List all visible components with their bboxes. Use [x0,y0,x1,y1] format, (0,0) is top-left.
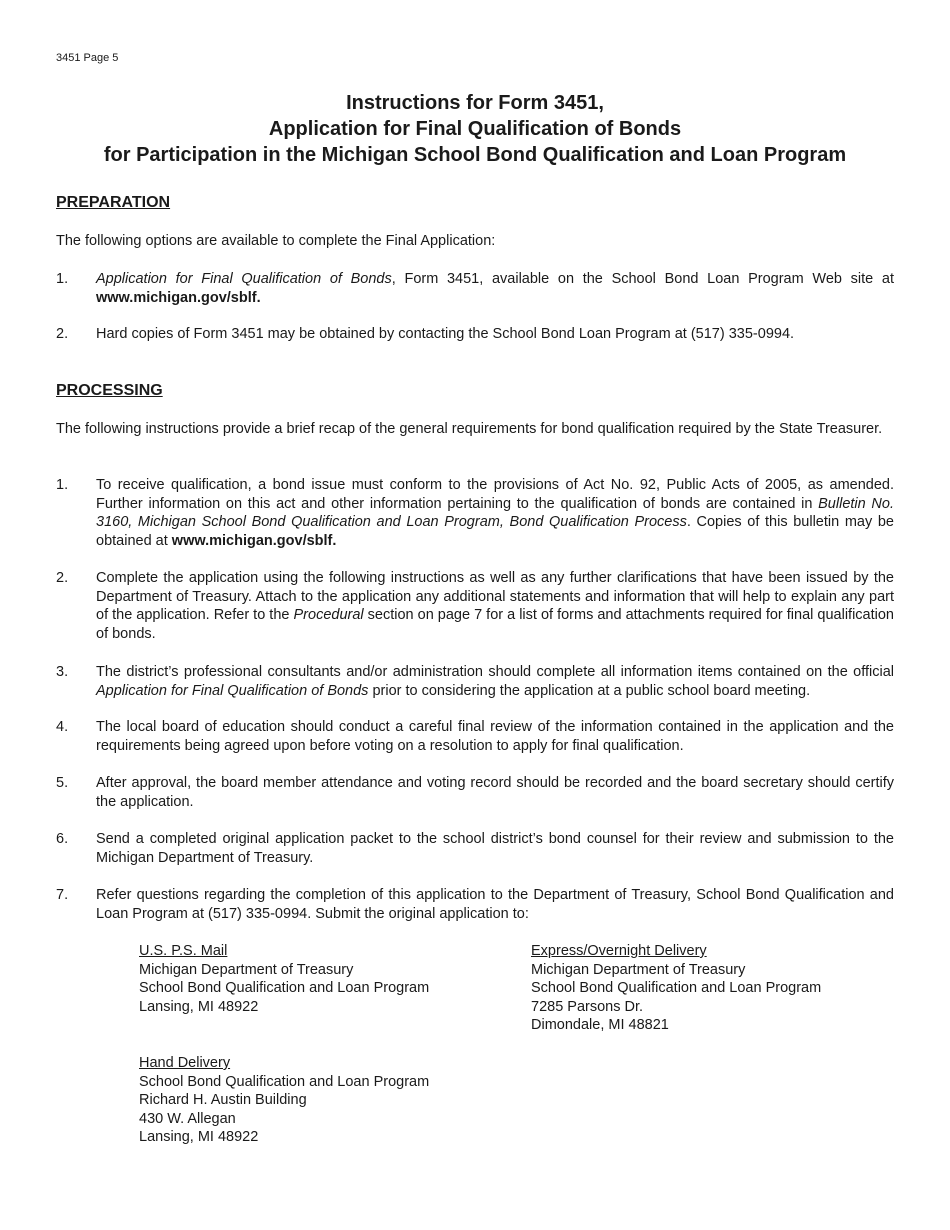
processing-item-6 [56,830,894,867]
address-usps [139,942,429,1016]
address-heading: U.S. P.S. Mail [139,943,228,959]
item-text: Complete the application using the following instructions as well as any further clarifications that have been issued by the Department of Treasury. Attach to the application any additional statements and information that will help to explain any part of the application. Refer to the Procedural section on page 7 for a list of forms and attachments required for final qualification of bonds. [96,570,894,643]
item-number: 3. [56,664,69,680]
page-label: 3451 Page 5 [56,52,119,64]
title-line-3: for Participation in the Michigan School Bond Qualification and Loan Program [103,144,847,166]
item-text: Application for Final Qualification of Bonds, Form 3451, available on the School Bond Loan Program Web site at www.michigan.gov/sblf. [96,271,894,306]
processing-heading: PROCESSING [56,382,163,399]
address-line: 7285 Parsons Dr. [531,998,644,1015]
address-line: School Bond Qualification and Loan Program [531,980,822,997]
item-text: Refer questions regarding the completion of this application to the Department of Treasury, School Bond Qualification and Loan Program at (517) 335-0994. Submit the original application to: [96,887,894,922]
processing-item-7 [56,886,894,923]
title-line-2: Application for Final Qualification of Bonds [268,118,682,140]
preparation-item-2 [56,325,894,344]
item-number: 7. [56,887,69,903]
sblf-link: www.michigan.gov/sblf. [96,289,261,306]
preparation-heading: PREPARATION [56,194,171,211]
address-line: Richard H. Austin Building [139,1092,307,1109]
address-line: Michigan Department of Treasury [139,961,354,978]
address-hand [139,1054,429,1147]
item-number: 4. [56,719,69,735]
processing-intro: The following instructions provide a brief recap of the general requirements for bond qualification required by the State Treasurer. [56,421,883,437]
address-express [531,942,821,1035]
item-text: Send a completed original application packet to the school district’s bond counsel for their review and submission to the Michigan Department of Treasury. [96,831,894,866]
item-number: 5. [56,775,69,791]
address-heading: Express/Overnight Delivery [531,943,707,959]
item-number: 2. [56,570,69,586]
preparation-intro: The following options are available to complete the Final Application: [56,233,496,249]
item-number: 6. [56,831,69,847]
processing-item-5 [56,774,894,811]
item-text: The local board of education should conduct a careful final review of the information contained in the application and the requirements being agreed upon before voting on a resolution to apply for final qualification. [96,719,894,754]
address-line: 430 W. Allegan [139,1110,236,1127]
item-number: 1. [56,271,69,287]
item-text: Hard copies of Form 3451 may be obtained by contacting the School Bond Loan Program at (517) 335-0994. [96,326,795,342]
address-line: Michigan Department of Treasury [531,961,746,978]
preparation-item-1 [56,270,894,307]
processing-item-4 [56,718,894,755]
processing-item-2 [56,569,894,644]
address-heading: Hand Delivery [139,1055,231,1071]
processing-item-3 [56,663,894,700]
processing-item-1 [56,476,894,551]
document-title [0,90,950,168]
item-text: The district’s professional consultants and/or administration should complete all information items contained on the official Application for Final Qualification of Bonds prior to considering the application at a public school board meeting. [96,664,894,699]
sblf-link: www.michigan.gov/sblf. [171,533,337,550]
address-line: Lansing, MI 48922 [139,1129,259,1146]
title-line-1: Instructions for Form 3451, [346,92,604,114]
item-text: After approval, the board member attendance and voting record should be recorded and the board secretary should certify the application. [96,775,894,810]
item-text: To receive qualification, a bond issue must conform to the provisions of Act No. 92, Public Acts of 2005, as amended. Further information on this act and other information pertaining to the qualification of bonds are contained in Bulletin No. 3160, Michigan School Bond Qualification and Loan Program, Bond Qualification Process. Copies of this bulletin may be obtained at www.michigan.gov/sblf. [96,477,894,550]
address-line: School Bond Qualification and Loan Program [139,1073,430,1090]
item-number: 1. [56,477,69,493]
item-number: 2. [56,326,69,342]
address-line: School Bond Qualification and Loan Program [139,980,430,997]
address-line: Dimondale, MI 48821 [531,1017,669,1034]
address-line: Lansing, MI 48922 [139,998,259,1015]
